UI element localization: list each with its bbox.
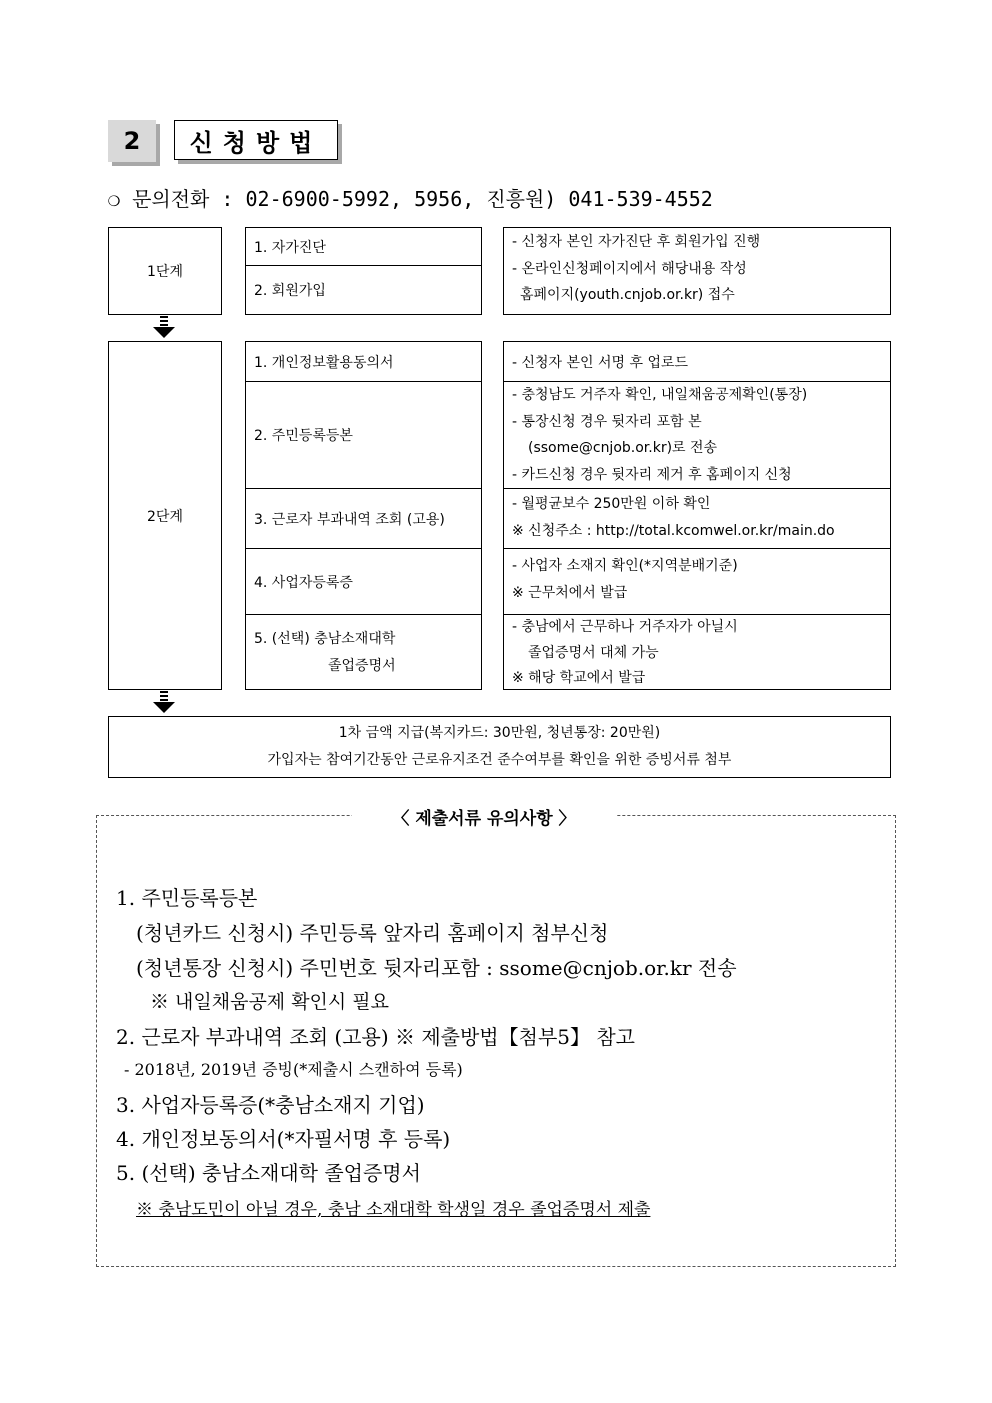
stage2-desc-line: - 카드신청 경우 뒷자리 제거 후 홈페이지 신청 xyxy=(512,466,792,483)
stage2-desc-2 xyxy=(503,381,891,489)
final-step-box xyxy=(108,716,891,778)
stage2-item-5-line: 5. (선택) 충남소재대학 xyxy=(254,631,396,647)
stage2-item-2: 2. 주민등록등본 xyxy=(245,381,482,489)
down-arrow-icon xyxy=(152,316,176,340)
stage2-desc-line: - 월평균보수 250만원 이하 확인 xyxy=(512,496,711,512)
stage1-item-1: 1. 자가진단 xyxy=(245,227,482,266)
stage2-desc-line: - 통장신청 경우 뒷자리 포함 본 xyxy=(512,413,702,430)
stage1-desc-line: - 온라인신청페이지에서 해당내용 작성 xyxy=(512,260,747,277)
final-step-line-2: 가입자는 참여기간동안 근로유지조건 준수여부를 확인을 위한 증빙서류 첨부 xyxy=(267,752,732,768)
stage2-item-1: 1. 개인정보활용동의서 xyxy=(245,341,482,382)
stage2-item-4: 4. 사업자등록증 xyxy=(245,548,482,615)
note-line: 5. (선택) 충남소재대학 졸업증명서 xyxy=(116,1161,421,1185)
note-line: 3. 사업자등록증(*충남소재지 기업) xyxy=(116,1093,425,1117)
stage2-item-3: 3. 근로자 부과내역 조회 (고용) xyxy=(245,488,482,549)
section-title: 신청방법 xyxy=(174,120,338,160)
stage2-desc-line: - 충남에서 근무하나 거주자가 아닐시 xyxy=(512,619,738,635)
stage2-item-5-line: 졸업증명서 xyxy=(328,658,396,674)
stage1-desc-line: - 신청자 본인 자가진단 후 회원가입 진행 xyxy=(512,234,761,250)
stage2-desc-1: - 신청자 본인 서명 후 업로드 xyxy=(503,341,891,382)
contact-line xyxy=(108,183,713,212)
contact-text: 문의전화 : 02-6900-5992, 5956, 진흥원) 041-539-4552 xyxy=(132,187,713,211)
stage2-desc-line: - 충청남도 거주자 확인, 내일채움공제확인(통장) xyxy=(512,387,808,403)
note-line: - 2018년, 2019년 증빙(*제출시 스캔하여 등록) xyxy=(124,1060,463,1079)
note-line: 1. 주민등록등본 xyxy=(116,886,258,910)
stage2-desc-5 xyxy=(503,614,891,690)
note-line: 4. 개인정보동의서(*자필서명 후 등록) xyxy=(116,1127,451,1151)
stage2-desc-line: (ssome@cnjob.or.kr)로 전송 xyxy=(528,440,718,456)
note-line: ※ 내일채움공제 확인시 필요 xyxy=(150,991,390,1013)
stage2-desc-line: - 사업자 소재지 확인(*지역분배기준) xyxy=(512,558,738,574)
stage2-desc-line: 졸업증명서 대체 가능 xyxy=(528,644,659,661)
stage2-desc-line: ※ 신청주소 : http://total.kcomwel.or.kr/main.do xyxy=(512,522,835,539)
final-step-line-1: 1차 금액 지급(복지카드: 30만원, 청년통장: 20만원) xyxy=(338,725,661,741)
section-number: 2 xyxy=(108,120,156,162)
stage1-desc-line: 홈페이지(youth.cnjob.or.kr) 접수 xyxy=(520,287,735,303)
stage2-desc-line: ※ 해당 학교에서 발급 xyxy=(512,670,646,686)
note-line: (청년카드 신청시) 주민등록 앞자리 홈페이지 첨부신청 xyxy=(136,921,609,945)
stage2-desc-4 xyxy=(503,548,891,615)
note-line: ※ 충남도민이 아닐 경우, 충남 소재대학 학생일 경우 졸업증명서 제출 xyxy=(136,1200,651,1220)
stage1-item-2: 2. 회원가입 xyxy=(245,265,482,315)
stage2-label: 2단계 xyxy=(108,341,222,690)
notes-title: 〈 제출서류 유의사항 〉 xyxy=(352,803,616,829)
stage2-desc-line: ※ 근무처에서 발급 xyxy=(512,584,628,601)
stage1-desc xyxy=(503,227,891,315)
bullet-icon: ❍ xyxy=(108,187,121,211)
down-arrow-icon xyxy=(152,691,176,715)
stage1-label: 1단계 xyxy=(108,227,222,315)
stage2-item-5 xyxy=(245,614,482,690)
note-line: 2. 근로자 부과내역 조회 (고용) ※ 제출방법【첨부5】 참고 xyxy=(116,1025,635,1049)
stage2-desc-3 xyxy=(503,488,891,549)
note-line: (청년통장 신청시) 주민번호 뒷자리포함 : ssome@cnjob.or.kr 전송 xyxy=(136,956,737,980)
